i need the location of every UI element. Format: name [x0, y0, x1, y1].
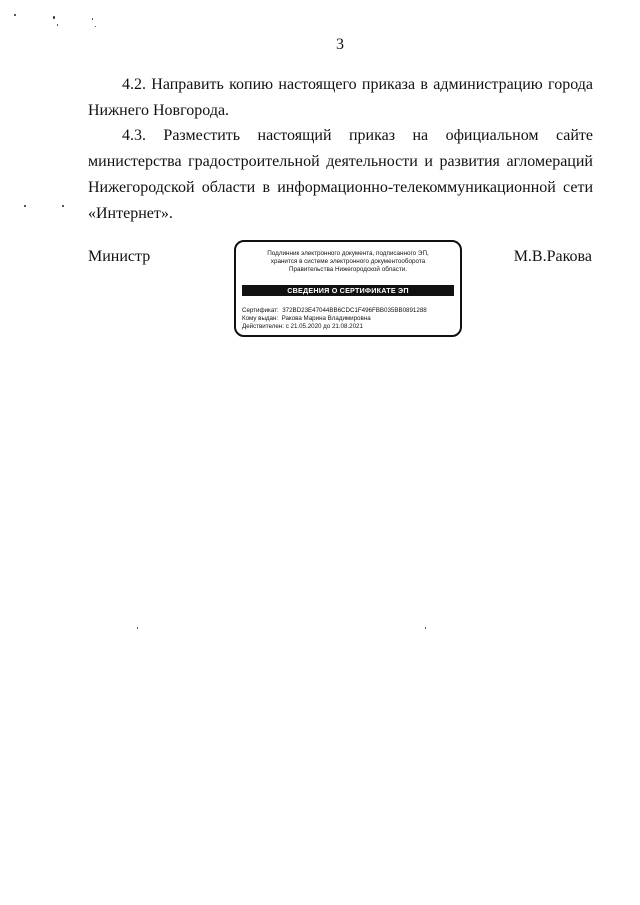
page-number: 3	[336, 36, 344, 53]
scan-speck	[53, 16, 55, 19]
stamp-header	[236, 250, 460, 274]
issued-to-label: Кому выдан:	[242, 315, 279, 322]
paragraph-text: 4.3. Разместить настоящий приказ на официальном сайте министерства градостроительной деятельности и развития агломераций Нижегородской области в информационно-телекоммуникационной сети «Интернет».	[88, 127, 593, 222]
certificate-label: Сертификат:	[242, 307, 279, 314]
scan-speck	[95, 26, 96, 27]
stamp-header-line: хранится в системе электронного документооборота	[270, 258, 426, 265]
paragraph-4-3	[88, 123, 593, 227]
stamp-details	[242, 307, 456, 331]
valid-row	[242, 323, 456, 331]
certificate-value: 372BD23E47044BB6CDC1F496FBB035BB0891288	[282, 307, 427, 314]
scan-speck	[62, 205, 64, 207]
scan-speck	[14, 14, 16, 16]
scan-speck	[92, 18, 93, 20]
stamp-header-line: Подлинник электронного документа, подписанного ЭП,	[267, 250, 429, 257]
scan-speck	[137, 627, 138, 629]
scan-speck	[24, 205, 26, 207]
certificate-row	[242, 307, 456, 315]
scan-speck	[425, 627, 426, 629]
issued-to-row	[242, 315, 456, 323]
scan-speck	[57, 24, 58, 26]
signatory-role: Министр	[88, 248, 151, 265]
valid-value: с 21.05.2020 до 21.08.2021	[285, 323, 363, 330]
paragraph-text: 4.2. Направить копию настоящего приказа в администрацию города Нижнего Новгорода.	[88, 76, 593, 119]
signatory-name: М.В.Ракова	[513, 248, 592, 265]
electronic-signature-stamp	[234, 240, 462, 337]
issued-to-value: Ракова Марина Владимировна	[281, 315, 371, 322]
stamp-title-bar: СВЕДЕНИЯ О СЕРТИФИКАТЕ ЭП	[242, 285, 454, 296]
paragraph-4-2	[88, 72, 593, 124]
stamp-header-line: Правительства Нижегородской области.	[288, 266, 408, 273]
valid-label: Действителен:	[242, 323, 284, 330]
